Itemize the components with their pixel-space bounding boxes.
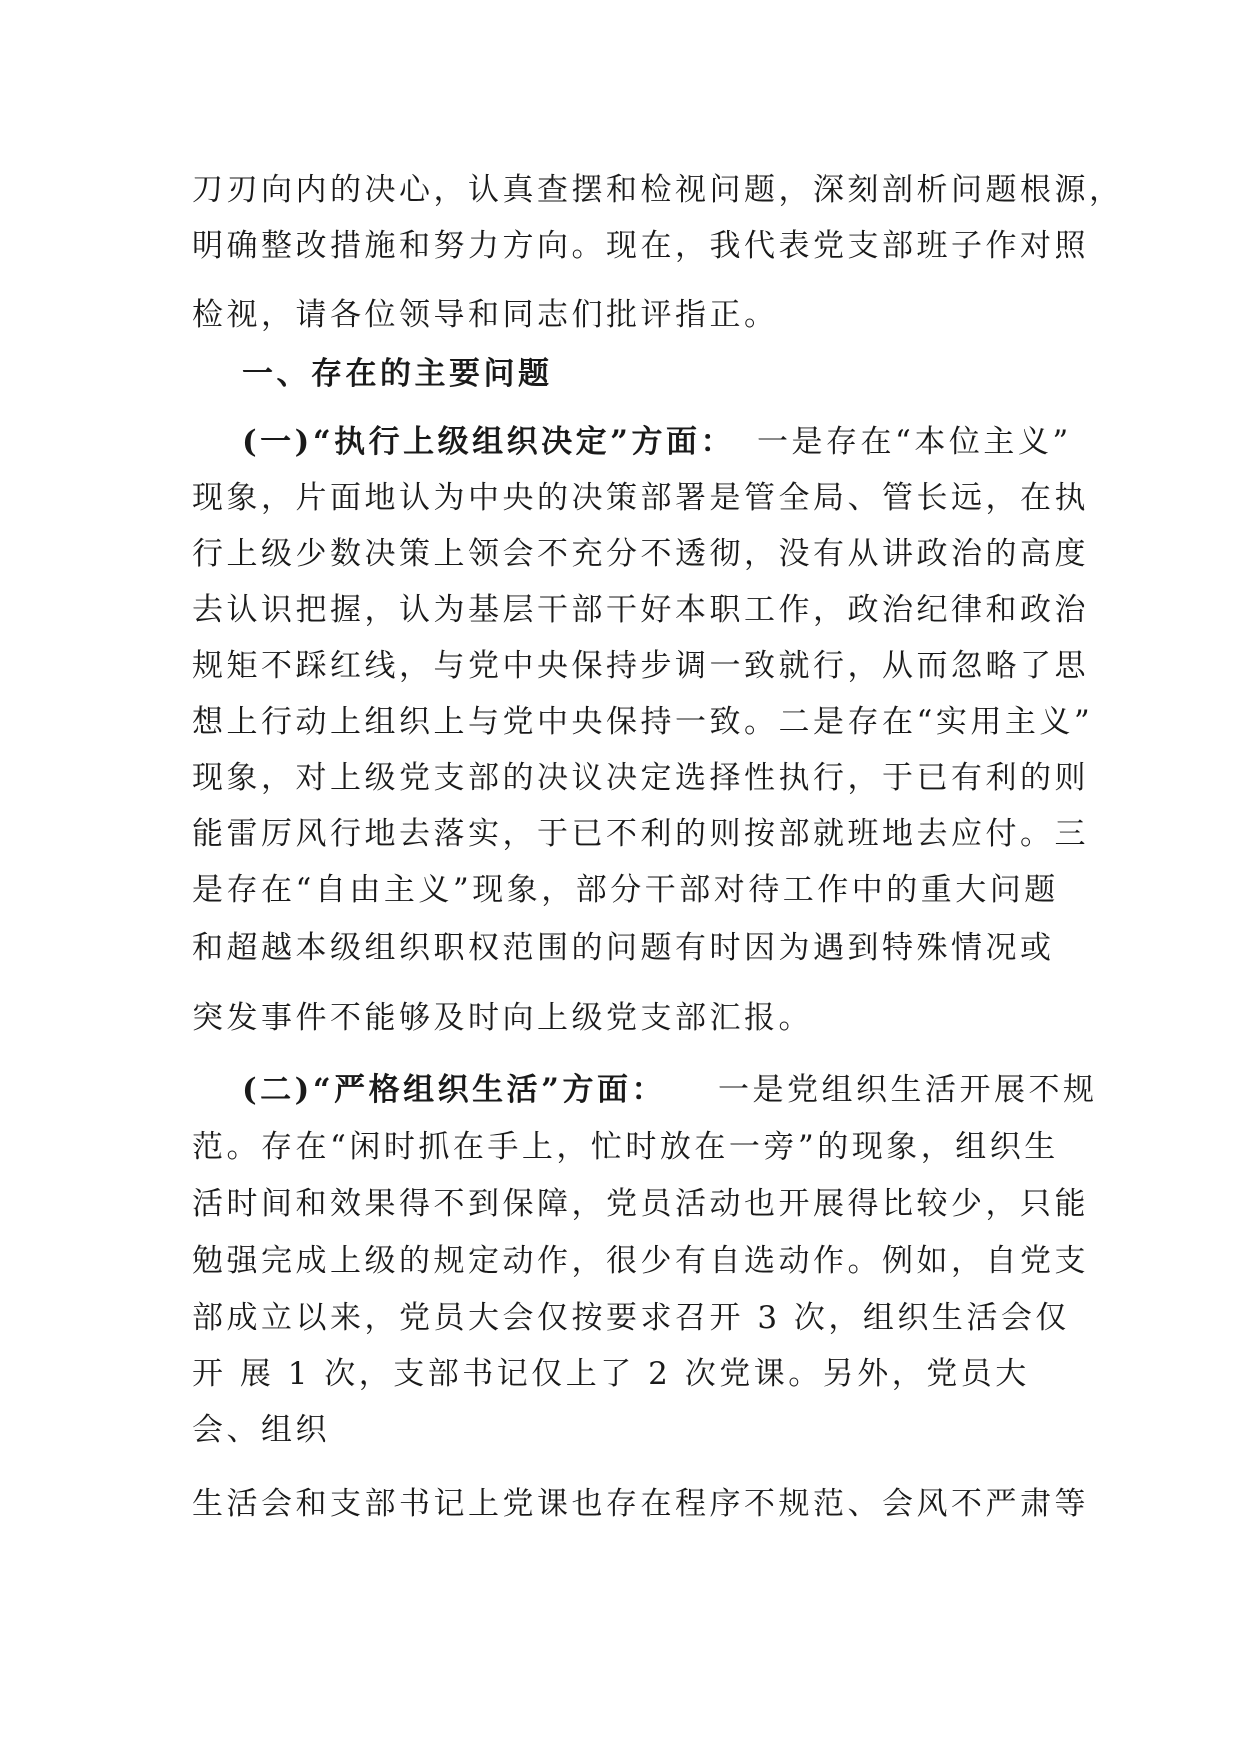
- paragraph-text: 一是党组织生活开展不规: [718, 1072, 1098, 1108]
- paragraph-text: 一是存在“本位主义”: [757, 424, 1072, 460]
- paragraph-line: 和超越本级组织职权范围的问题有时因为遇到特殊情况或: [192, 930, 1055, 966]
- paragraph-line: 是存在“自由主义”现象，部分干部对待工作中的重大问题: [192, 872, 1059, 908]
- paragraph-line: 想上行动上组织上与党中央保持一致。二是存在“实用主义”: [192, 704, 1094, 740]
- paragraph-line: 明确整改措施和努力方向。现在，我代表党支部班子作对照: [192, 228, 1089, 264]
- paragraph-line: 现象，片面地认为中央的决策部署是管全局、管长远，在执: [192, 480, 1089, 516]
- paragraph-line: 勉强完成上级的规定动作，很少有自选动作。例如，自党支: [192, 1243, 1089, 1279]
- paragraph-line: 会、组织: [192, 1412, 330, 1448]
- paragraph-line: 刀刃向内的决心，认真查摆和检视问题，深刻剖析问题根源，: [192, 172, 1124, 208]
- paragraph-line: 现象，对上级党支部的决议决定选择性执行，于已有利的则: [192, 760, 1089, 796]
- subhead-2: (二)“严格组织生活”方面：: [242, 1072, 666, 1108]
- paragraph-line-with-subhead: [242, 422, 1102, 462]
- paragraph-line-with-subhead: [242, 1070, 1102, 1110]
- paragraph-line: 范。存在“闲时抓在手上，忙时放在一旁”的现象，组织生: [192, 1129, 1059, 1165]
- paragraph-line: 检视，请各位领导和同志们批评指正。: [192, 297, 779, 333]
- paragraph-line: 规矩不踩红线，与党中央保持步调一致就行，从而忽略了思: [192, 648, 1089, 684]
- paragraph-line: 能雷厉风行地去落实，于已不利的则按部就班地去应付。三: [192, 816, 1089, 852]
- paragraph-line: 开 展 1 次，支部书记仅上了 2 次党课。另外，党员大: [192, 1356, 1030, 1392]
- paragraph-line: 去认识把握，认为基层干部干好本职工作，政治纪律和政治: [192, 592, 1089, 628]
- paragraph-line: 部成立以来，党员大会仅按要求召开 3 次，组织生活会仅: [192, 1300, 1070, 1336]
- section-heading: 一、存在的主要问题: [242, 356, 553, 392]
- paragraph-line: 突发事件不能够及时向上级党支部汇报。: [192, 1000, 813, 1036]
- paragraph-line: 生活会和支部书记上党课也存在程序不规范、会风不严肃等: [192, 1486, 1089, 1522]
- paragraph-line: 行上级少数决策上领会不充分不透彻，没有从讲政治的高度: [192, 536, 1089, 572]
- subhead-1: (一)“执行上级组织决定”方面：: [242, 424, 735, 460]
- paragraph-line: 活时间和效果得不到保障，党员活动也开展得比较少，只能: [192, 1186, 1089, 1222]
